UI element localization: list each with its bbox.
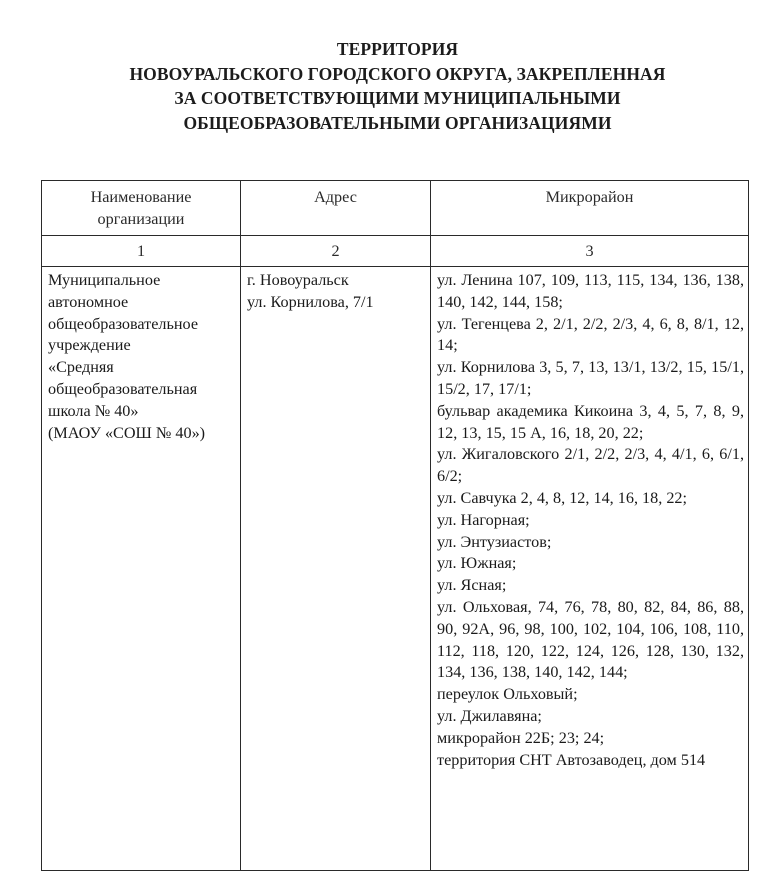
table-row <box>42 267 749 871</box>
microdistrict-cell <box>431 267 749 871</box>
organization-line: учреждение <box>48 336 131 355</box>
organization-line: автономное <box>48 292 129 311</box>
organization-line: (МАОУ «СОШ № 40») <box>48 423 206 442</box>
column-number: 2 <box>241 236 431 267</box>
column-number-row <box>42 236 749 267</box>
header-microdistrict: Микрорайон <box>431 181 749 236</box>
microdistrict-entry: ул. Южная; <box>437 554 517 573</box>
document-title <box>0 37 782 135</box>
microdistrict-entry: ул. Нагорная; <box>437 510 530 529</box>
title-line: ТЕРРИТОРИЯ <box>336 39 459 59</box>
column-number: 1 <box>42 236 241 267</box>
address-line: г. Новоуральск <box>247 271 349 289</box>
column-number: 3 <box>431 236 749 267</box>
title-line: НОВОУРАЛЬСКОГО ГОРОДСКОГО ОКРУГА, ЗАКРЕПЛЕННАЯ <box>129 63 666 84</box>
organization-line: общеобразовательное <box>48 314 199 333</box>
microdistrict-entry: микрорайон 22Б; 23; 24; <box>437 728 605 747</box>
address-line: ул. Корнилова, 7/1 <box>247 292 374 311</box>
organization-line: общеобразовательная <box>48 379 198 398</box>
microdistrict-entry: ул. Ольховая, 74, 76, 78, 80, 82, 84, 86, 88, 90, 92А, 96, 98, 100, 102, 104, 106, 108, 110, 112, 118, 120, 122, 124, 126, 128, 130, 132, 134, 136, 138, 140, 142, 144; <box>437 597 744 682</box>
header-organization <box>42 181 241 236</box>
microdistrict-entry: ул. Жигаловского 2/1, 2/2, 2/3, 4, 4/1, 6, 6/1, 6/2; <box>437 445 744 486</box>
microdistrict-entry: переулок Ольховый; <box>437 685 578 704</box>
title-line: ОБЩЕОБРАЗОВАТЕЛЬНЫМИ ОРГАНИЗАЦИЯМИ <box>183 112 612 133</box>
microdistrict-entry: ул. Корнилова 3, 5, 7, 13, 13/1, 13/2, 15, 15/1, 15/2, 17, 17/1; <box>437 358 744 398</box>
territory-table <box>41 180 749 871</box>
microdistrict-entry: ул. Энтузиастов; <box>437 532 552 551</box>
microdistrict-entry: ул. Тегенцева 2, 2/1, 2/2, 2/3, 4, 6, 8, 8/1, 12, 14; <box>437 314 744 355</box>
address-cell <box>241 267 431 871</box>
microdistrict-entry: ул. Ленина 107, 109, 113, 115, 134, 136, 138, 140, 142, 144, 158; <box>437 271 744 311</box>
microdistrict-entry: ул. Ясная; <box>437 576 507 595</box>
microdistrict-entry: ул. Джилавяна; <box>437 706 542 725</box>
organization-line: «Средняя <box>48 358 114 377</box>
organization-line: школа № 40» <box>48 401 139 420</box>
header-organization-label: Наименование организации <box>90 188 192 228</box>
microdistrict-entry: территория СНТ Автозаводец, дом 514 <box>437 750 706 769</box>
header-row <box>42 181 749 236</box>
organization-line: Муниципальное <box>48 271 161 289</box>
header-address: Адрес <box>241 181 431 236</box>
organization-cell <box>42 267 241 871</box>
microdistrict-entry: бульвар академика Кикоина 3, 4, 5, 7, 8, 9, 12, 13, 15, 15 А, 16, 18, 20, 22; <box>437 401 744 442</box>
title-line: ЗА СООТВЕТСТВУЮЩИМИ МУНИЦИПАЛЬНЫМИ <box>174 88 621 108</box>
microdistrict-entry: ул. Савчука 2, 4, 8, 12, 14, 16, 18, 22; <box>437 488 688 507</box>
